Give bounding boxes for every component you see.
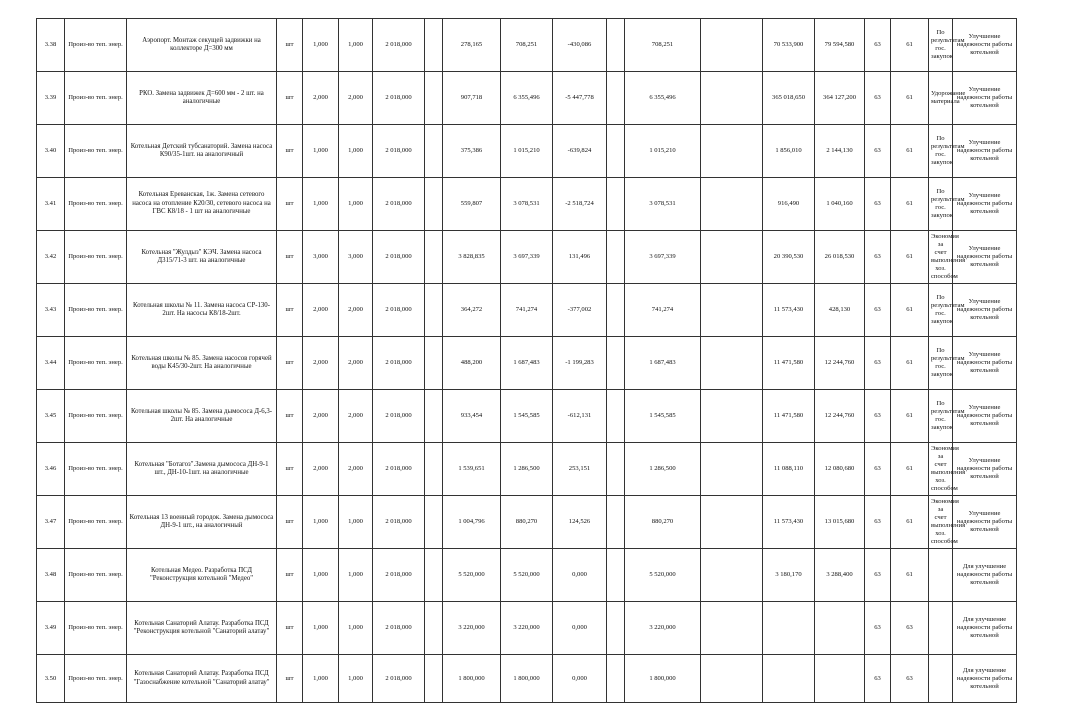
indicator-after-cell: 2 144,130	[815, 125, 865, 178]
indicator-after-cell: 364 127,200	[815, 72, 865, 125]
actual-amount-cell: 1 286,500	[501, 443, 553, 496]
total-amount-cell: 3 078,531	[625, 178, 701, 231]
activity-type-cell: Произ-во теп. энер.	[65, 284, 127, 337]
description-cell: Котельная школы № 85. Замена насосов горячей воды К45/30-2шт. На аналогичные	[127, 337, 277, 390]
row-number-cell: 3.40	[37, 125, 65, 178]
row-number-cell: 3.42	[37, 231, 65, 284]
deviation-cell: -430,086	[553, 19, 607, 72]
planned-quantity-cell: 1,000	[303, 602, 339, 655]
actual-quantity-cell: 2,000	[339, 443, 373, 496]
description-cell: Котельная Медео. Разработка ПСД "Реконструкция котельной "Медео"	[127, 549, 277, 602]
deviation-reason-cell: По результатам гос. закупок	[929, 337, 953, 390]
unit-cell: шт	[277, 390, 303, 443]
empty-cell	[607, 443, 625, 496]
deviation-cell: 0,000	[553, 549, 607, 602]
empty-cell	[607, 72, 625, 125]
wear-before-cell: 63	[865, 602, 891, 655]
wear-after-cell: 61	[891, 284, 929, 337]
goal-cell: Улучшение надежности работы котельной	[953, 19, 1017, 72]
deviation-cell: 131,496	[553, 231, 607, 284]
description-cell: Котельная Санаторий Алатау. Разработка ПСД "Реконструкция котельной "Санаторий алатау"	[127, 602, 277, 655]
actual-quantity-cell: 2,000	[339, 72, 373, 125]
actual-amount-cell: 1 015,210	[501, 125, 553, 178]
planned-amount-cell: 278,165	[443, 19, 501, 72]
goal-cell: Улучшение надежности работы котельной	[953, 284, 1017, 337]
actual-quantity-cell: 1,000	[339, 655, 373, 703]
actual-amount-cell: 3 697,339	[501, 231, 553, 284]
planned-quantity-cell: 1,000	[303, 655, 339, 703]
deviation-cell: -2 518,724	[553, 178, 607, 231]
description-cell: Котельная Санаторий Алатау. Разработка ПСД "Газоснабжение котельной "Санаторий алатау"	[127, 655, 277, 703]
row-number-cell: 3.49	[37, 602, 65, 655]
wear-after-cell: 61	[891, 390, 929, 443]
unit-cell: шт	[277, 231, 303, 284]
wear-before-cell: 63	[865, 443, 891, 496]
deviation-reason-cell: По результатам гос. закупок	[929, 19, 953, 72]
deviation-reason-cell: Удорожание материала	[929, 72, 953, 125]
row-number-cell: 3.47	[37, 496, 65, 549]
empty-cell	[607, 19, 625, 72]
table-row	[37, 602, 1065, 655]
year-cell: 2 018,000	[373, 655, 425, 703]
year-cell: 2 018,000	[373, 496, 425, 549]
empty-cell	[425, 231, 443, 284]
planned-quantity-cell: 1,000	[303, 19, 339, 72]
planned-quantity-cell: 2,000	[303, 390, 339, 443]
empty-cell	[701, 178, 763, 231]
year-cell: 2 018,000	[373, 72, 425, 125]
goal-cell: Улучшение надежности работы котельной	[953, 390, 1017, 443]
wear-before-cell: 63	[865, 390, 891, 443]
planned-amount-cell: 559,807	[443, 178, 501, 231]
actual-amount-cell: 1 800,000	[501, 655, 553, 703]
deviation-reason-cell: По результатам гос. закупок	[929, 178, 953, 231]
indicator-before-cell: 3 180,170	[763, 549, 815, 602]
activity-type-cell: Произ-во теп. энер.	[65, 125, 127, 178]
year-cell: 2 018,000	[373, 549, 425, 602]
actual-amount-cell: 880,270	[501, 496, 553, 549]
indicator-after-cell: 3 288,400	[815, 549, 865, 602]
empty-cell	[701, 443, 763, 496]
actual-quantity-cell: 3,000	[339, 231, 373, 284]
wear-before-cell: 63	[865, 19, 891, 72]
wear-before-cell: 63	[865, 231, 891, 284]
unit-cell: шт	[277, 337, 303, 390]
empty-cell	[607, 496, 625, 549]
year-cell: 2 018,000	[373, 390, 425, 443]
wear-before-cell: 63	[865, 284, 891, 337]
actual-amount-cell: 6 355,496	[501, 72, 553, 125]
deviation-cell: -5 447,778	[553, 72, 607, 125]
indicator-after-cell: 12 080,680	[815, 443, 865, 496]
actual-quantity-cell: 1,000	[339, 125, 373, 178]
year-cell: 2 018,000	[373, 602, 425, 655]
planned-amount-cell: 488,200	[443, 337, 501, 390]
planned-amount-cell: 907,718	[443, 72, 501, 125]
empty-cell	[425, 496, 443, 549]
empty-cell	[701, 231, 763, 284]
indicator-after-cell: 26 018,530	[815, 231, 865, 284]
indicator-before-cell: 70 533,900	[763, 19, 815, 72]
actual-amount-cell: 5 520,000	[501, 549, 553, 602]
empty-cell	[425, 125, 443, 178]
wear-after-cell: 61	[891, 337, 929, 390]
indicator-before-cell: 11 573,430	[763, 284, 815, 337]
activity-type-cell: Произ-во теп. энер.	[65, 390, 127, 443]
empty-cell	[425, 390, 443, 443]
table-row	[37, 19, 1065, 72]
planned-quantity-cell: 2,000	[303, 443, 339, 496]
indicator-before-cell: 11 471,580	[763, 337, 815, 390]
table-row	[37, 390, 1065, 443]
empty-cell	[701, 337, 763, 390]
planned-quantity-cell: 2,000	[303, 337, 339, 390]
planned-amount-cell: 3 828,835	[443, 231, 501, 284]
unit-cell: шт	[277, 549, 303, 602]
indicator-after-cell: 428,130	[815, 284, 865, 337]
row-number-cell: 3.41	[37, 178, 65, 231]
planned-quantity-cell: 1,000	[303, 549, 339, 602]
planned-quantity-cell: 1,000	[303, 496, 339, 549]
description-cell: Котельная Ереванская, 1ж. Замена сетевого насоса на отопление К20/30, сетевого насоса на ГВС К8/18 - 1 шт на аналогичные	[127, 178, 277, 231]
unit-cell: шт	[277, 72, 303, 125]
indicator-before-cell: 11 573,430	[763, 496, 815, 549]
row-number-cell: 3.50	[37, 655, 65, 703]
wear-before-cell: 63	[865, 496, 891, 549]
unit-cell: шт	[277, 178, 303, 231]
wear-after-cell: 63	[891, 602, 929, 655]
indicator-after-cell: 1 040,160	[815, 178, 865, 231]
unit-cell: шт	[277, 125, 303, 178]
wear-after-cell: 61	[891, 19, 929, 72]
empty-cell	[607, 549, 625, 602]
total-amount-cell: 880,270	[625, 496, 701, 549]
total-amount-cell: 1 800,000	[625, 655, 701, 703]
deviation-cell: 124,526	[553, 496, 607, 549]
empty-cell	[701, 72, 763, 125]
planned-quantity-cell: 2,000	[303, 72, 339, 125]
actual-amount-cell: 741,274	[501, 284, 553, 337]
deviation-cell: 0,000	[553, 655, 607, 703]
actual-quantity-cell: 1,000	[339, 549, 373, 602]
actual-quantity-cell: 1,000	[339, 496, 373, 549]
deviation-cell: -1 199,283	[553, 337, 607, 390]
unit-cell: шт	[277, 496, 303, 549]
goal-cell: Улучшение надежности работы котельной	[953, 496, 1017, 549]
actual-amount-cell: 3 220,000	[501, 602, 553, 655]
goal-cell: Улучшение надежности работы котельной	[953, 443, 1017, 496]
description-cell: Котельная 13 военный городок. Замена дымососа ДН-9-1 шт., на аналогичный	[127, 496, 277, 549]
planned-amount-cell: 1 800,000	[443, 655, 501, 703]
planned-quantity-cell: 3,000	[303, 231, 339, 284]
activity-type-cell: Произ-во теп. энер.	[65, 496, 127, 549]
goal-cell: Улучшение надежности работы котельной	[953, 337, 1017, 390]
year-cell: 2 018,000	[373, 231, 425, 284]
row-number-cell: 3.46	[37, 443, 65, 496]
activity-type-cell: Произ-во теп. энер.	[65, 602, 127, 655]
planned-amount-cell: 3 220,000	[443, 602, 501, 655]
activity-type-cell: Произ-во теп. энер.	[65, 178, 127, 231]
planned-quantity-cell: 1,000	[303, 125, 339, 178]
empty-cell	[607, 231, 625, 284]
empty-cell	[425, 284, 443, 337]
empty-cell	[425, 72, 443, 125]
deviation-reason-cell	[929, 655, 953, 703]
total-amount-cell: 1 015,210	[625, 125, 701, 178]
activity-type-cell: Произ-во теп. энер.	[65, 337, 127, 390]
actual-quantity-cell: 1,000	[339, 178, 373, 231]
empty-cell	[425, 19, 443, 72]
planned-amount-cell: 1 004,796	[443, 496, 501, 549]
deviation-cell: 253,151	[553, 443, 607, 496]
empty-cell	[607, 602, 625, 655]
deviation-reason-cell	[929, 602, 953, 655]
empty-cell	[607, 178, 625, 231]
table-row	[37, 655, 1065, 703]
total-amount-cell: 1 687,483	[625, 337, 701, 390]
goal-cell: Улучшение надежности работы котельной	[953, 125, 1017, 178]
total-amount-cell: 1 286,500	[625, 443, 701, 496]
total-amount-cell: 741,274	[625, 284, 701, 337]
wear-after-cell: 61	[891, 231, 929, 284]
wear-before-cell: 63	[865, 178, 891, 231]
indicator-after-cell: 79 594,580	[815, 19, 865, 72]
empty-cell	[425, 602, 443, 655]
table-row	[37, 231, 1065, 284]
indicator-after-cell: 12 244,760	[815, 337, 865, 390]
row-number-cell: 3.39	[37, 72, 65, 125]
wear-before-cell: 63	[865, 72, 891, 125]
year-cell: 2 018,000	[373, 284, 425, 337]
empty-cell	[701, 284, 763, 337]
table-row	[37, 549, 1065, 602]
deviation-cell: -612,131	[553, 390, 607, 443]
wear-after-cell: 63	[891, 655, 929, 703]
deviation-cell: -377,002	[553, 284, 607, 337]
actual-quantity-cell: 2,000	[339, 284, 373, 337]
indicator-after-cell: 12 244,760	[815, 390, 865, 443]
indicator-before-cell: 1 856,010	[763, 125, 815, 178]
indicator-after-cell	[815, 655, 865, 703]
table-row	[37, 284, 1065, 337]
year-cell: 2 018,000	[373, 19, 425, 72]
wear-after-cell: 61	[891, 496, 929, 549]
deviation-reason-cell: По результатам гос. закупок	[929, 125, 953, 178]
wear-after-cell: 61	[891, 549, 929, 602]
total-amount-cell: 708,251	[625, 19, 701, 72]
description-cell: Аэропорт. Монтаж секущей задвижки на коллекторе Д=300 мм	[127, 19, 277, 72]
deviation-reason-cell	[929, 549, 953, 602]
actual-amount-cell: 3 078,531	[501, 178, 553, 231]
table-row	[37, 337, 1065, 390]
actual-amount-cell: 1 687,483	[501, 337, 553, 390]
actual-quantity-cell: 1,000	[339, 19, 373, 72]
row-number-cell: 3.48	[37, 549, 65, 602]
indicator-before-cell: 365 018,650	[763, 72, 815, 125]
deviation-reason-cell: По результатам гос. закупок	[929, 390, 953, 443]
table-row	[37, 125, 1065, 178]
planned-amount-cell: 364,272	[443, 284, 501, 337]
empty-cell	[701, 19, 763, 72]
description-cell: РКО. Замена задвижек Д=600 мм - 2 шт. на аналогичные	[127, 72, 277, 125]
wear-before-cell: 63	[865, 549, 891, 602]
planned-amount-cell: 5 520,000	[443, 549, 501, 602]
planned-quantity-cell: 2,000	[303, 284, 339, 337]
unit-cell: шт	[277, 602, 303, 655]
goal-cell: Улучшение надежности работы котельной	[953, 178, 1017, 231]
empty-cell	[701, 655, 763, 703]
activity-type-cell: Произ-во теп. энер.	[65, 443, 127, 496]
table-body	[37, 19, 1065, 703]
empty-cell	[425, 655, 443, 703]
deviation-reason-cell: По результатам гос. закупок	[929, 284, 953, 337]
indicator-before-cell	[763, 655, 815, 703]
planned-amount-cell: 1 539,651	[443, 443, 501, 496]
activity-type-cell: Произ-во теп. энер.	[65, 72, 127, 125]
deviation-reason-cell: Экономия за счет выполнения хоз. способом	[929, 231, 953, 284]
wear-after-cell: 61	[891, 178, 929, 231]
deviation-reason-cell: Экономия за счет выполнения хоз. способом	[929, 443, 953, 496]
empty-cell	[607, 125, 625, 178]
investment-table	[36, 18, 1065, 703]
total-amount-cell: 3 697,339	[625, 231, 701, 284]
actual-quantity-cell: 2,000	[339, 390, 373, 443]
activity-type-cell: Произ-во теп. энер.	[65, 655, 127, 703]
unit-cell: шт	[277, 443, 303, 496]
investment-table-page	[36, 18, 1013, 703]
indicator-after-cell: 13 015,680	[815, 496, 865, 549]
empty-cell	[425, 337, 443, 390]
total-amount-cell: 6 355,496	[625, 72, 701, 125]
activity-type-cell: Произ-во теп. энер.	[65, 231, 127, 284]
description-cell: Котельная школы № 11. Замена насоса СР-130-2шт. На насосы К8/18-2шт.	[127, 284, 277, 337]
unit-cell: шт	[277, 655, 303, 703]
description-cell: Котельная Детский тубсанаторий. Замена насоса К90/35-1шт. на аналогичный	[127, 125, 277, 178]
year-cell: 2 018,000	[373, 337, 425, 390]
row-number-cell: 3.44	[37, 337, 65, 390]
total-amount-cell: 5 520,000	[625, 549, 701, 602]
indicator-before-cell: 11 471,580	[763, 390, 815, 443]
wear-before-cell: 63	[865, 125, 891, 178]
table-row	[37, 72, 1065, 125]
deviation-reason-cell: Экономия за счет выполнения хоз. способом	[929, 496, 953, 549]
total-amount-cell: 1 545,585	[625, 390, 701, 443]
empty-cell	[701, 496, 763, 549]
wear-after-cell: 61	[891, 443, 929, 496]
wear-after-cell: 61	[891, 72, 929, 125]
total-amount-cell: 3 220,000	[625, 602, 701, 655]
empty-cell	[607, 390, 625, 443]
goal-cell: Улучшение надежности работы котельной	[953, 231, 1017, 284]
description-cell: Котельная "Жулдыз" КЭЧ. Замена насоса Д315/71-3 шт. на аналогичные	[127, 231, 277, 284]
indicator-after-cell	[815, 602, 865, 655]
table-row	[37, 496, 1065, 549]
planned-amount-cell: 375,386	[443, 125, 501, 178]
row-number-cell: 3.45	[37, 390, 65, 443]
empty-cell	[701, 602, 763, 655]
activity-type-cell: Произ-во теп. энер.	[65, 549, 127, 602]
row-number-cell: 3.43	[37, 284, 65, 337]
wear-before-cell: 63	[865, 655, 891, 703]
description-cell: Котельная "Ботагоз".Замена дымососа ДН-9-1 шт., ДН-10-1шт. на аналогичные	[127, 443, 277, 496]
empty-cell	[701, 125, 763, 178]
empty-cell	[425, 443, 443, 496]
empty-cell	[607, 337, 625, 390]
empty-cell	[607, 284, 625, 337]
actual-quantity-cell: 1,000	[339, 602, 373, 655]
deviation-cell: 0,000	[553, 602, 607, 655]
indicator-before-cell	[763, 602, 815, 655]
goal-cell: Улучшение надежности работы котельной	[953, 72, 1017, 125]
year-cell: 2 018,000	[373, 125, 425, 178]
planned-amount-cell: 933,454	[443, 390, 501, 443]
activity-type-cell: Произ-во теп. энер.	[65, 19, 127, 72]
actual-amount-cell: 1 545,585	[501, 390, 553, 443]
description-cell: Котельная школы № 85. Замена дымососа Д-6,3-2шт. На аналогичные	[127, 390, 277, 443]
indicator-before-cell: 11 088,110	[763, 443, 815, 496]
empty-cell	[701, 549, 763, 602]
unit-cell: шт	[277, 19, 303, 72]
goal-cell: Для улучшение надежности работы котельной	[953, 549, 1017, 602]
table-row	[37, 443, 1065, 496]
empty-cell	[425, 178, 443, 231]
empty-cell	[425, 549, 443, 602]
year-cell: 2 018,000	[373, 178, 425, 231]
wear-after-cell: 61	[891, 125, 929, 178]
planned-quantity-cell: 1,000	[303, 178, 339, 231]
indicator-before-cell: 20 390,530	[763, 231, 815, 284]
actual-quantity-cell: 2,000	[339, 337, 373, 390]
empty-cell	[607, 655, 625, 703]
unit-cell: шт	[277, 284, 303, 337]
goal-cell: Для улучшение надежности работы котельной	[953, 655, 1017, 703]
goal-cell: Для улучшение надежности работы котельной	[953, 602, 1017, 655]
table-row	[37, 178, 1065, 231]
deviation-cell: -639,824	[553, 125, 607, 178]
empty-cell	[701, 390, 763, 443]
wear-before-cell: 63	[865, 337, 891, 390]
year-cell: 2 018,000	[373, 443, 425, 496]
actual-amount-cell: 708,251	[501, 19, 553, 72]
row-number-cell: 3.38	[37, 19, 65, 72]
indicator-before-cell: 916,490	[763, 178, 815, 231]
